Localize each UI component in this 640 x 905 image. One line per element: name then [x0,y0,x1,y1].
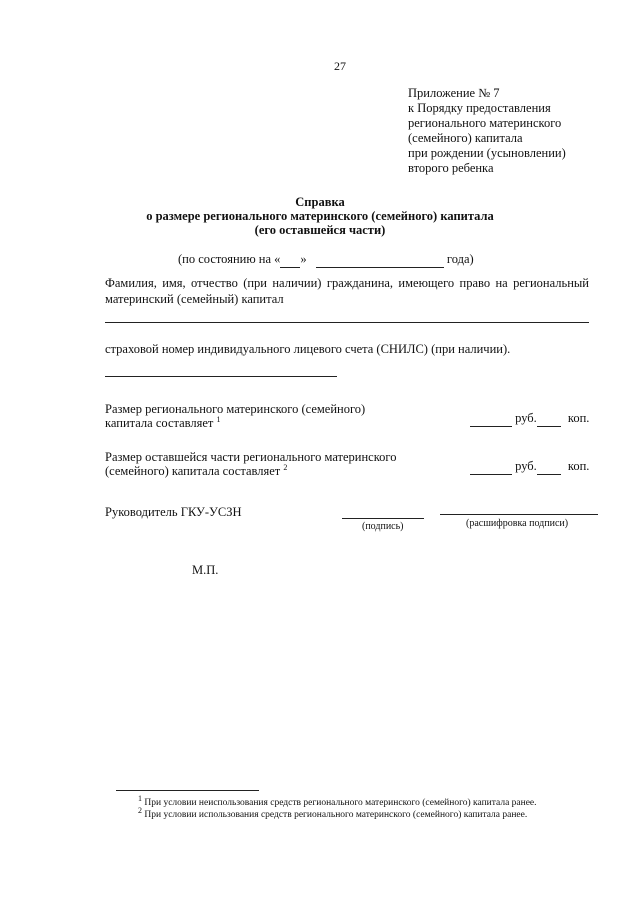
appendix-line: к Порядку предоставления [408,101,551,115]
rub-label: руб. [515,411,537,425]
remaining-label-text: (семейного) капитала составляет [105,464,281,478]
capital-label-line1: Размер регионального материнского (семейного) [105,402,366,416]
date-quote-close: » [300,252,307,266]
date-prefix: (по состоянию на « [178,252,281,266]
signature-decode-line[interactable] [440,514,598,515]
fio-label-line2: материнский (семейный) капитал [105,292,284,306]
fio-label-line1: Фамилия, имя, отчество (при наличии) гражданина, имеющего право на региональный [105,276,589,290]
footnote-1-text: При условии неиспользования средств регионального материнского (семейного) капитала ранее. [144,798,537,808]
signature-line[interactable] [342,518,424,519]
signature-caption: (подпись) [362,521,404,532]
remaining-label-line2 [105,464,287,479]
document-subtitle-2: (его оставшейся части) [254,223,386,237]
capital-label-line2 [105,416,221,431]
capital-kop-field[interactable] [537,411,561,427]
fio-input-line[interactable] [105,322,589,323]
kop-label: коп. [567,459,590,473]
footnote-ref-1: 1 [216,414,221,424]
appendix-line: регионального материнского [408,116,562,130]
document-title: Справка [295,195,345,209]
footnote-1-num: 1 [138,793,142,803]
capital-label-text: капитала составляет [105,416,214,430]
appendix-line: при рождении (усыновлении) [408,146,566,160]
footnote-1 [138,793,537,809]
date-suffix: года) [446,252,474,266]
signature-decode-caption: (расшифровка подписи) [466,518,569,529]
remaining-amount [470,459,589,475]
kop-label: коп. [567,411,590,425]
remaining-kop-field[interactable] [537,459,561,475]
footnote-separator [116,790,259,791]
appendix-line: (семейного) капитала [408,131,523,145]
capital-amount [470,411,589,427]
snils-label: страховой номер индивидуального лицевого счета (СНИЛС) (при наличии). [105,342,511,356]
footnote-2-text: При условии использования средств регионального материнского (семейного) капитала ранее. [144,810,528,820]
footnote-2 [138,805,528,821]
footnote-2-num: 2 [138,805,142,815]
date-line [178,252,474,268]
stamp-place: М.П. [192,563,219,577]
snils-input-line[interactable] [105,376,337,377]
head-title: Руководитель ГКУ-УСЗН [105,505,242,519]
date-month-year-field[interactable] [316,252,444,268]
rub-label: руб. [515,459,537,473]
appendix-line: второго ребенка [408,161,494,175]
appendix-line: Приложение № 7 [408,86,500,100]
page-number: 27 [334,59,346,73]
remaining-rub-field[interactable] [470,459,512,475]
footnote-ref-2: 2 [283,462,288,472]
appendix-block [408,86,566,176]
document-subtitle: о размере регионального материнского (семейного) капитала [146,209,494,223]
date-day-field[interactable] [280,252,300,268]
remaining-label-line1: Размер оставшейся части регионального материнского [105,450,397,464]
capital-rub-field[interactable] [470,411,512,427]
